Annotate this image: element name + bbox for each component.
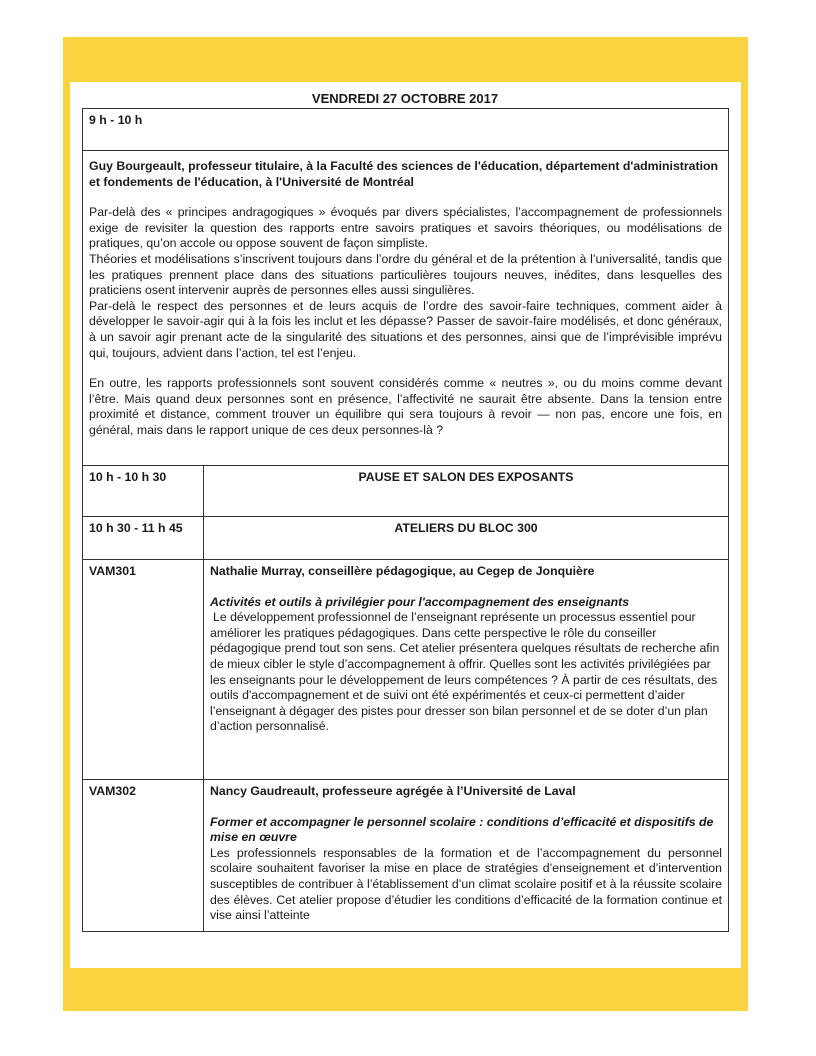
table-row bbox=[83, 517, 729, 560]
keynote-cell bbox=[83, 151, 729, 466]
keynote-paragraph-4: En outre, les rapports professionnels sont souvent considérés comme « neutres », ou du moins comme devant l’être. Mais quand deux personnes sont en présence, l’affectivité ne saurait être absente. Dans la tension entre proximité et distance, comment trouver un équilibre qui sera toujours à revoir — non pas, encore une fois, en général, mais dans le rapport unique de ces deux personnes-là ? bbox=[89, 376, 722, 437]
keynote-paragraph-2: Théories et modélisations s’inscrivent toujours dans l’ordre du général et de la prétention à l’universalité, tandis que les pratiques prennent place dans des situations particulières toujours neuves, inédites, dans lesquelles des praticiens osent intervenir auprès de personnes elles aussi singulières. bbox=[89, 251, 722, 298]
workshop-vam301 bbox=[204, 560, 729, 780]
keynote-paragraph-1: Par-delà des « principes andragogiques » évoqués par divers spécialistes, l’accompagnement de professionnels exige de revisiter la question des rapports entre savoirs pratiques et savoirs théoriques, ou modélisations de pratiques, qu’on accole ou oppose souvent de façon simpliste. bbox=[89, 205, 722, 251]
workshop-code-vam301: VAM301 bbox=[83, 560, 204, 780]
workshop-code-vam302: VAM302 bbox=[83, 780, 204, 932]
workshop-vam302 bbox=[204, 780, 729, 932]
time-slot-3: 10 h 30 - 11 h 45 bbox=[83, 517, 204, 560]
table-row bbox=[83, 560, 729, 780]
keynote-paragraph-3: Par-delà le respect des personnes et de leurs acquis de l’ordre des savoir-faire techniques, comment aider à développer le savoir-agir qui à la fois les inclut et les dépasse? Passer de savoir-faire modélisés, et donc généraux, à un savoir agir prenant acte de la singularité des situations et des personnes, ainsi que de l’imprévisible imprévu qui, toujours, advient dans l’action, tel est l’enjeu. bbox=[89, 298, 722, 360]
vam301-speaker: Nathalie Murray, conseillère pédagogique, au Cegep de Jonquière bbox=[210, 564, 595, 578]
page-title: VENDREDI 27 OCTOBRE 2017 bbox=[311, 91, 499, 106]
pause-label: PAUSE ET SALON DES EXPOSANTS bbox=[204, 466, 729, 517]
vam302-description: Les professionnels responsables de la formation et de l’accompagnement du personnel scolaire souhaitent favoriser la mise en place de stratégies d’enseignement et d’intervention susceptibles de contribuer à l’établissement d’un climat scolaire positif et à la réussite scolaire des élèves. Cet atelier propose d’étudier les conditions d’efficacité de la formation continue et vise ainsi l’atteinte bbox=[210, 845, 722, 923]
schedule-table bbox=[82, 108, 729, 932]
table-row bbox=[83, 780, 729, 932]
vam301-title: Activités et outils à privilégier pour l'accompagnement des enseignants bbox=[210, 594, 630, 609]
vam302-speaker: Nancy Gaudreault, professeure agrégée à l’Université de Laval bbox=[210, 784, 576, 798]
table-row bbox=[83, 466, 729, 517]
vam302-title: Former et accompagner le personnel scolaire : conditions d’efficacité et dispositifs de mise en œuvre bbox=[210, 814, 714, 845]
keynote-speaker: Guy Bourgeault, professeur titulaire, à la Faculté des sciences de l'éducation, département d'administration et fondements de l'éducation, à l'Université de Montréal bbox=[89, 159, 719, 189]
time-slot-2: 10 h - 10 h 30 bbox=[83, 466, 204, 517]
table-row bbox=[83, 151, 729, 466]
workshops-label: ATELIERS DU BLOC 300 bbox=[204, 517, 729, 560]
vam301-description: Le développement professionnel de l’enseignant représente un processus essentiel pour améliorer les pratiques pédagogiques. Dans cette perspective le rôle du conseiller pédagogique prend tout son sens. Cet atelier présentera quelques résultats de recherche afin de mieux cibler le style d’accompagnement à offrir. Quelles sont les activités privilégiées par les enseignants pour le développement de leurs compétences ? À partir de ces résultats, des outils d'accompagnement et de suivi ont été expérimentés et ceux-ci permettent d’aider l’enseignant à dégager des pistes pour dresser son bilan personnel et de se doter d’un plan d’action personnalisé. bbox=[210, 610, 720, 734]
table-row bbox=[83, 109, 729, 151]
time-slot-1: 9 h - 10 h bbox=[83, 109, 729, 151]
